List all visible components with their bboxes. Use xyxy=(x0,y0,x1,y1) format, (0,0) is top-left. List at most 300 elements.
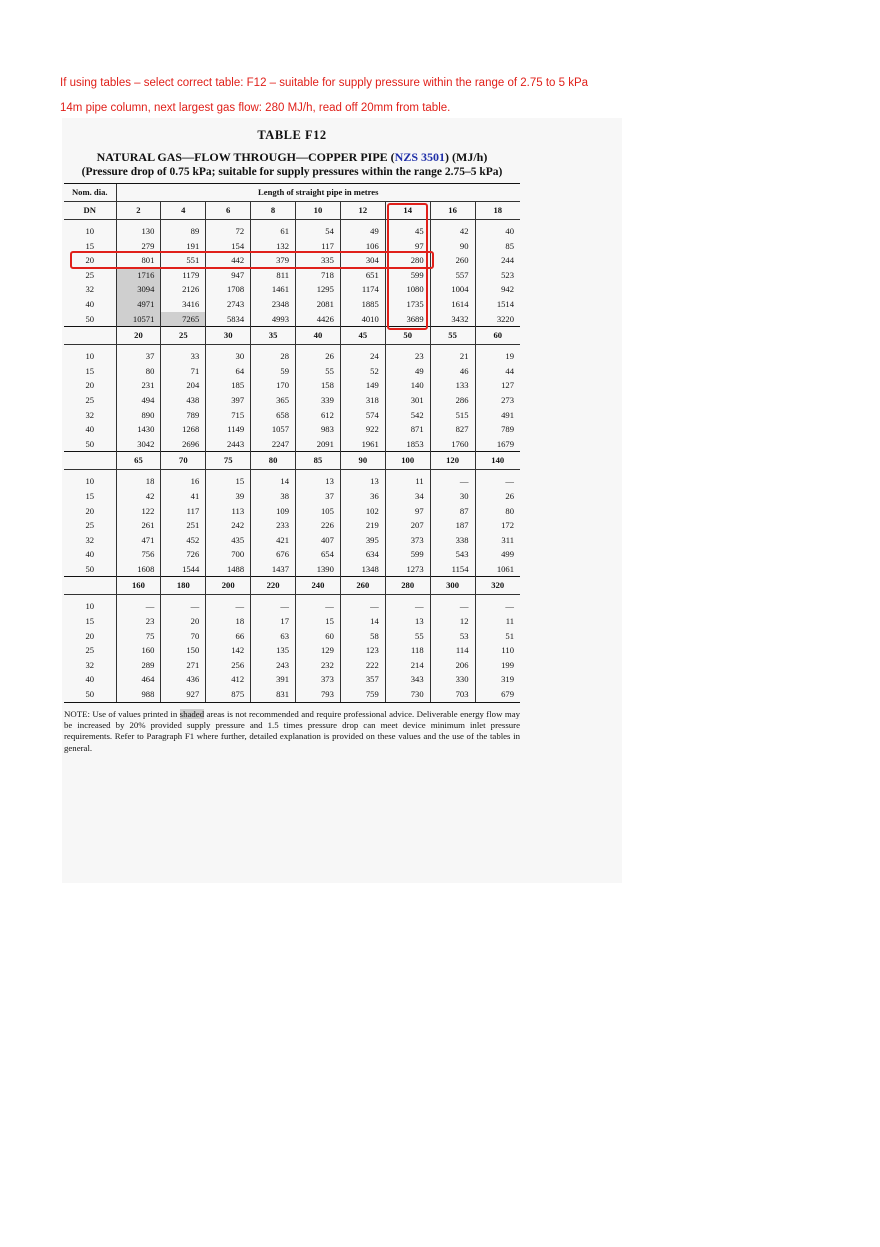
flow-value-cell: 442 xyxy=(206,253,251,268)
flow-value-cell: 523 xyxy=(475,268,520,283)
flow-value-cell: 80 xyxy=(116,364,161,379)
table-row xyxy=(64,393,520,408)
dn-cell: 32 xyxy=(85,534,95,545)
highlight-column-14m xyxy=(387,203,428,330)
table-row xyxy=(64,489,520,504)
dn-cell: 10 xyxy=(85,351,95,362)
flow-value-cell: 1614 xyxy=(430,297,475,312)
flow-value-cell: 233 xyxy=(251,518,296,533)
flow-value-cell: — xyxy=(430,599,475,614)
length-header-cell: 85 xyxy=(296,452,341,470)
flow-value-cell: 14 xyxy=(251,474,296,489)
flow-value-cell: 127 xyxy=(475,378,520,393)
flow-value-cell: 1716 xyxy=(116,268,161,283)
flow-value-cell: 172 xyxy=(475,518,520,533)
flow-value-cell: 373 xyxy=(385,533,430,548)
dn-cell: 50 xyxy=(85,563,95,574)
table-row xyxy=(64,282,520,297)
flow-value-cell: 133 xyxy=(430,378,475,393)
flow-value-cell: 110 xyxy=(475,643,520,658)
flow-value-cell: 38 xyxy=(251,489,296,504)
flow-value-cell: 42 xyxy=(430,224,475,239)
flow-value-cell: 1961 xyxy=(340,437,385,452)
flow-value-cell: 1154 xyxy=(430,562,475,577)
dn-cell: 25 xyxy=(85,520,95,531)
flow-value-cell: 2743 xyxy=(206,297,251,312)
flow-value-cell: — xyxy=(385,599,430,614)
instruction-line-2: 14m pipe column, next largest gas flow: 280 MJ/h, read off 20mm from table. xyxy=(60,102,451,114)
flow-value-cell: 109 xyxy=(251,504,296,519)
dn-cell: 20 xyxy=(85,255,95,266)
flow-value-cell: 730 xyxy=(385,687,430,702)
table-row xyxy=(64,687,520,702)
dn-cell: 20 xyxy=(85,505,95,516)
standard-reference: NZS 3501 xyxy=(394,150,446,164)
length-header-cell: 25 xyxy=(161,327,206,345)
flow-value-cell: 3042 xyxy=(116,437,161,452)
flow-value-cell: 10571 xyxy=(116,312,161,327)
length-header-cell: 55 xyxy=(430,327,475,345)
length-header-cell: 8 xyxy=(251,202,296,220)
flow-value-cell: 338 xyxy=(430,533,475,548)
table-row xyxy=(64,422,520,437)
table-row xyxy=(64,599,520,614)
flow-value-cell: 634 xyxy=(340,547,385,562)
dn-cell: 40 xyxy=(85,298,95,309)
flow-value-cell: 1268 xyxy=(161,422,206,437)
dn-cell: 15 xyxy=(85,490,95,501)
length-header-cell: 60 xyxy=(475,327,520,345)
flow-value-cell: 357 xyxy=(340,672,385,687)
flow-value-cell: 251 xyxy=(161,518,206,533)
dn-cell: 20 xyxy=(85,630,95,641)
flow-value-cell: 515 xyxy=(430,408,475,423)
flow-value-cell: 204 xyxy=(161,378,206,393)
flow-value-cell: 676 xyxy=(251,547,296,562)
flow-value-cell: 55 xyxy=(385,629,430,644)
flow-value-cell: 53 xyxy=(430,629,475,644)
flow-value-cell: 20 xyxy=(161,614,206,629)
flow-value-cell: 66 xyxy=(206,629,251,644)
flow-value-cell: 599 xyxy=(385,268,430,283)
table-row xyxy=(64,672,520,687)
flow-value-cell: — xyxy=(161,599,206,614)
flow-value-cell: 105 xyxy=(296,504,341,519)
flow-value-cell: 335 xyxy=(296,253,341,268)
length-header-cell: 80 xyxy=(251,452,296,470)
flow-value-cell: 222 xyxy=(340,658,385,673)
length-header-cell: 180 xyxy=(161,577,206,595)
dn-header: DN xyxy=(64,202,116,220)
flow-value-cell: 339 xyxy=(296,393,341,408)
flow-value-cell: 871 xyxy=(385,422,430,437)
flow-value-cell: 12 xyxy=(430,614,475,629)
dn-cell: 25 xyxy=(85,394,95,405)
flow-value-cell: — xyxy=(206,599,251,614)
table-note xyxy=(64,709,520,754)
length-header-cell: 200 xyxy=(206,577,251,595)
flow-value-cell: 185 xyxy=(206,378,251,393)
flow-value-cell: 4993 xyxy=(251,312,296,327)
table-row xyxy=(64,562,520,577)
flow-value-cell: 242 xyxy=(206,518,251,533)
flow-value-cell: 106 xyxy=(340,239,385,254)
dn-cell: 20 xyxy=(85,380,95,391)
flow-value-cell: 1760 xyxy=(430,437,475,452)
flow-value-cell: 30 xyxy=(206,349,251,364)
flow-value-cell: 150 xyxy=(161,643,206,658)
flow-value-cell: 52 xyxy=(340,364,385,379)
table-row xyxy=(64,629,520,644)
length-header-cell: 12 xyxy=(340,202,385,220)
flow-value-cell: 1004 xyxy=(430,282,475,297)
flow-value-cell: 1544 xyxy=(161,562,206,577)
flow-value-cell: 365 xyxy=(251,393,296,408)
flow-value-cell: 11 xyxy=(475,614,520,629)
flow-value-cell: 318 xyxy=(340,393,385,408)
table-row xyxy=(64,378,520,393)
flow-value-cell: 19 xyxy=(475,349,520,364)
table-row xyxy=(64,504,520,519)
flow-value-cell: 191 xyxy=(161,239,206,254)
flow-value-cell: 391 xyxy=(251,672,296,687)
flow-value-cell: 2247 xyxy=(251,437,296,452)
flow-value-cell: 154 xyxy=(206,239,251,254)
flow-value-cell: 36 xyxy=(340,489,385,504)
flow-value-cell: 260 xyxy=(430,253,475,268)
flow-value-cell: 280 xyxy=(385,253,430,268)
flow-value-cell: 37 xyxy=(116,349,161,364)
flow-value-cell: 85 xyxy=(475,239,520,254)
dn-cell: 25 xyxy=(85,269,95,280)
flow-value-cell: 759 xyxy=(340,687,385,702)
flow-value-cell: 71 xyxy=(161,364,206,379)
flow-value-cell: 1488 xyxy=(206,562,251,577)
flow-value-cell: 232 xyxy=(296,658,341,673)
table-f12 xyxy=(64,122,520,754)
table-title: TABLE F12 xyxy=(257,128,327,142)
flow-value-cell: 132 xyxy=(251,239,296,254)
flow-value-cell: 726 xyxy=(161,547,206,562)
note-post: areas is not recommended and require professional advice. Deliverable energy flow may be increased by 20% provided supply pressure and 1.5 times pressure drop can meet device minimum inlet pressure requirements. Refer to Paragraph F1 where further, detailed explanation is provided on these values and the use of the tables in general. xyxy=(64,708,520,753)
flow-value-cell: 3094 xyxy=(116,282,161,297)
dn-cell: 32 xyxy=(85,284,95,295)
flow-value-cell: 1608 xyxy=(116,562,161,577)
flow-value-cell: 494 xyxy=(116,393,161,408)
flow-value-cell: 304 xyxy=(340,253,385,268)
flow-value-cell: 988 xyxy=(116,687,161,702)
flow-value-cell: 1430 xyxy=(116,422,161,437)
flow-value-cell: 13 xyxy=(340,474,385,489)
flow-value-cell: 256 xyxy=(206,658,251,673)
flow-value-cell: 214 xyxy=(385,658,430,673)
length-header-cell: 40 xyxy=(296,327,341,345)
flow-value-cell: 1390 xyxy=(296,562,341,577)
flow-value-cell: 63 xyxy=(251,629,296,644)
flow-value-cell: 13 xyxy=(296,474,341,489)
flow-value-cell: 452 xyxy=(161,533,206,548)
flow-value-cell: 789 xyxy=(475,422,520,437)
flow-value-cell: — xyxy=(475,599,520,614)
flow-value-cell: 7265 xyxy=(161,312,206,327)
flow-value-cell: 983 xyxy=(296,422,341,437)
table-heading xyxy=(64,150,520,165)
dn-cell: 15 xyxy=(85,240,95,251)
flow-value-cell: 55 xyxy=(296,364,341,379)
table-subheading: (Pressure drop of 0.75 kPa; suitable for supply pressures within the range 2.75–5 kPa) xyxy=(81,166,503,178)
flow-value-cell: 1461 xyxy=(251,282,296,297)
flow-value-cell: 289 xyxy=(116,658,161,673)
flow-value-cell: 1708 xyxy=(206,282,251,297)
flow-value-cell: — xyxy=(430,474,475,489)
flow-value-cell: 3416 xyxy=(161,297,206,312)
flow-value-cell: 34 xyxy=(385,489,430,504)
flow-value-cell: 44 xyxy=(475,364,520,379)
flow-value-cell: 421 xyxy=(251,533,296,548)
flow-value-cell: 142 xyxy=(206,643,251,658)
length-header-cell: 30 xyxy=(206,327,251,345)
flow-value-cell: 140 xyxy=(385,378,430,393)
flow-value-cell: 1080 xyxy=(385,282,430,297)
flow-value-cell: 491 xyxy=(475,408,520,423)
flow-value-cell: 87 xyxy=(430,504,475,519)
flow-value-cell: 4971 xyxy=(116,297,161,312)
flow-value-cell: 947 xyxy=(206,268,251,283)
flow-value-cell: 72 xyxy=(206,224,251,239)
flow-value-cell: 130 xyxy=(116,224,161,239)
heading-post: ) (MJ/h) xyxy=(445,150,488,164)
flow-value-cell: 117 xyxy=(161,504,206,519)
flow-value-cell: 49 xyxy=(385,364,430,379)
flow-value-cell: 41 xyxy=(161,489,206,504)
flow-value-cell: 811 xyxy=(251,268,296,283)
flow-value-cell: 37 xyxy=(296,489,341,504)
length-header-cell: 120 xyxy=(430,452,475,470)
flow-value-cell: 1514 xyxy=(475,297,520,312)
flow-value-cell: 679 xyxy=(475,687,520,702)
flow-value-cell: 464 xyxy=(116,672,161,687)
table-row xyxy=(64,437,520,452)
dn-cell: 50 xyxy=(85,438,95,449)
flow-value-cell: 206 xyxy=(430,658,475,673)
table-row xyxy=(64,312,520,327)
flow-value-cell: 1273 xyxy=(385,562,430,577)
flow-value-cell: 1437 xyxy=(251,562,296,577)
flow-value-cell: 1061 xyxy=(475,562,520,577)
table-row xyxy=(64,408,520,423)
flow-value-cell: 438 xyxy=(161,393,206,408)
dn-header-blank xyxy=(64,452,116,470)
flow-value-cell: 117 xyxy=(296,239,341,254)
flow-value-cell: 160 xyxy=(116,643,161,658)
length-header-cell: 100 xyxy=(385,452,430,470)
flow-value-cell: 612 xyxy=(296,408,341,423)
flow-value-cell: 113 xyxy=(206,504,251,519)
flow-value-cell: 436 xyxy=(161,672,206,687)
flow-value-cell: 4010 xyxy=(340,312,385,327)
flow-value-cell: — xyxy=(116,599,161,614)
flow-value-cell: 16 xyxy=(161,474,206,489)
dn-cell: 32 xyxy=(85,409,95,420)
flow-value-cell: 1679 xyxy=(475,437,520,452)
flow-value-cell: 1348 xyxy=(340,562,385,577)
dn-cell: 10 xyxy=(85,226,95,236)
dn-cell: 15 xyxy=(85,616,95,627)
flow-value-cell: 64 xyxy=(206,364,251,379)
flow-value-cell: 397 xyxy=(206,393,251,408)
flow-value-cell: 435 xyxy=(206,533,251,548)
length-header-cell: 2 xyxy=(116,202,161,220)
flow-value-cell: 219 xyxy=(340,518,385,533)
flow-value-cell: 1174 xyxy=(340,282,385,297)
dn-cell: 10 xyxy=(85,601,95,612)
instruction-line-1: If using tables – select correct table: F12 – suitable for supply pressure within the range of 2.75 to 5 kPa xyxy=(60,77,589,89)
flow-value-cell: 123 xyxy=(340,643,385,658)
flow-value-cell: 51 xyxy=(475,629,520,644)
flow-value-cell: 574 xyxy=(340,408,385,423)
flow-value-cell: 412 xyxy=(206,672,251,687)
flow-value-cell: 54 xyxy=(296,224,341,239)
length-header: Length of straight pipe in metres xyxy=(116,184,520,202)
flow-value-cell: 23 xyxy=(116,614,161,629)
flow-value-cell: — xyxy=(251,599,296,614)
highlight-row-dn20 xyxy=(70,251,434,269)
flow-value-cell: 343 xyxy=(385,672,430,687)
length-header-cell: 18 xyxy=(475,202,520,220)
flow-value-cell: 789 xyxy=(161,408,206,423)
flow-value-cell: 261 xyxy=(116,518,161,533)
length-header-cell: 75 xyxy=(206,452,251,470)
length-header-cell: 70 xyxy=(161,452,206,470)
dn-cell: 40 xyxy=(85,549,95,560)
length-header-cell: 45 xyxy=(340,327,385,345)
flow-value-cell: 2348 xyxy=(251,297,296,312)
table-row xyxy=(64,364,520,379)
flow-value-cell: 279 xyxy=(116,239,161,254)
length-header-cell: 160 xyxy=(116,577,161,595)
table-row xyxy=(64,547,520,562)
table-row xyxy=(64,224,520,239)
flow-value-cell: 49 xyxy=(340,224,385,239)
flow-value-cell: 23 xyxy=(385,349,430,364)
flow-value-cell: 1149 xyxy=(206,422,251,437)
flow-value-cell: 207 xyxy=(385,518,430,533)
flow-value-cell: 46 xyxy=(430,364,475,379)
flow-value-cell: 543 xyxy=(430,547,475,562)
flow-value-cell: 187 xyxy=(430,518,475,533)
flow-value-cell: 89 xyxy=(161,224,206,239)
length-header-cell: 65 xyxy=(116,452,161,470)
flow-value-cell: 3689 xyxy=(385,312,430,327)
flow-value-cell: 13 xyxy=(385,614,430,629)
flow-value-cell: 80 xyxy=(475,504,520,519)
heading-pre: NATURAL GAS—FLOW THROUGH—COPPER PIPE ( xyxy=(96,150,395,164)
length-header-cell: 300 xyxy=(430,577,475,595)
flow-value-cell: 58 xyxy=(340,629,385,644)
table-row xyxy=(64,474,520,489)
flow-value-cell: 114 xyxy=(430,643,475,658)
dn-cell: 10 xyxy=(85,476,95,487)
flow-value-cell: 273 xyxy=(475,393,520,408)
flow-value-cell: 135 xyxy=(251,643,296,658)
length-header-cell: 20 xyxy=(116,327,161,345)
table-row xyxy=(64,658,520,673)
flow-value-cell: 301 xyxy=(385,393,430,408)
flow-value-cell: 922 xyxy=(340,422,385,437)
flow-value-cell: 1853 xyxy=(385,437,430,452)
flow-value-cell: 5834 xyxy=(206,312,251,327)
flow-value-cell: 26 xyxy=(475,489,520,504)
flow-value-cell: 3432 xyxy=(430,312,475,327)
flow-value-cell: 97 xyxy=(385,239,430,254)
length-header-cell: 10 xyxy=(296,202,341,220)
length-header-cell: 14 xyxy=(385,202,430,220)
flow-value-cell: 158 xyxy=(296,378,341,393)
dn-header-blank xyxy=(64,577,116,595)
dn-cell: 40 xyxy=(85,674,95,685)
flow-value-cell: 170 xyxy=(251,378,296,393)
flow-value-cell: 2091 xyxy=(296,437,341,452)
flow-value-cell: 45 xyxy=(385,224,430,239)
flow-value-cell: 793 xyxy=(296,687,341,702)
flow-value-cell: — xyxy=(296,599,341,614)
flow-value-cell: 373 xyxy=(296,672,341,687)
flow-value-cell: 831 xyxy=(251,687,296,702)
length-header-cell: 4 xyxy=(161,202,206,220)
flow-value-cell: 890 xyxy=(116,408,161,423)
flow-value-cell: 2696 xyxy=(161,437,206,452)
length-header-cell: 6 xyxy=(206,202,251,220)
flow-value-cell: 243 xyxy=(251,658,296,673)
flow-value-cell: 18 xyxy=(206,614,251,629)
length-header-cell: 140 xyxy=(475,452,520,470)
flow-value-cell: 700 xyxy=(206,547,251,562)
flow-value-cell: 3220 xyxy=(475,312,520,327)
flow-value-cell: 90 xyxy=(430,239,475,254)
length-header-cell: 90 xyxy=(340,452,385,470)
length-header-cell: 280 xyxy=(385,577,430,595)
flow-value-cell: 70 xyxy=(161,629,206,644)
flow-value-cell: 75 xyxy=(116,629,161,644)
flow-value-cell: 654 xyxy=(296,547,341,562)
flow-value-cell: 875 xyxy=(206,687,251,702)
flow-value-cell: 715 xyxy=(206,408,251,423)
length-header-cell: 35 xyxy=(251,327,296,345)
table-row xyxy=(64,349,520,364)
flow-value-cell: 4426 xyxy=(296,312,341,327)
flow-value-cell: 499 xyxy=(475,547,520,562)
flow-value-cell: 330 xyxy=(430,672,475,687)
table-row xyxy=(64,643,520,658)
flow-value-cell: 2081 xyxy=(296,297,341,312)
flow-value-cell: 199 xyxy=(475,658,520,673)
flow-value-cell: 1295 xyxy=(296,282,341,297)
flow-value-cell: 11 xyxy=(385,474,430,489)
flow-value-cell: 28 xyxy=(251,349,296,364)
flow-value-cell: 24 xyxy=(340,349,385,364)
flow-value-cell: 395 xyxy=(340,533,385,548)
flow-value-cell: — xyxy=(340,599,385,614)
flow-value-cell: 311 xyxy=(475,533,520,548)
flow-value-cell: 2126 xyxy=(161,282,206,297)
flow-value-cell: 286 xyxy=(430,393,475,408)
flow-value-cell: 21 xyxy=(430,349,475,364)
flow-value-cell: 14 xyxy=(340,614,385,629)
table-row xyxy=(64,614,520,629)
flow-value-cell: 718 xyxy=(296,268,341,283)
table-row xyxy=(64,518,520,533)
dn-cell: 50 xyxy=(85,313,95,324)
